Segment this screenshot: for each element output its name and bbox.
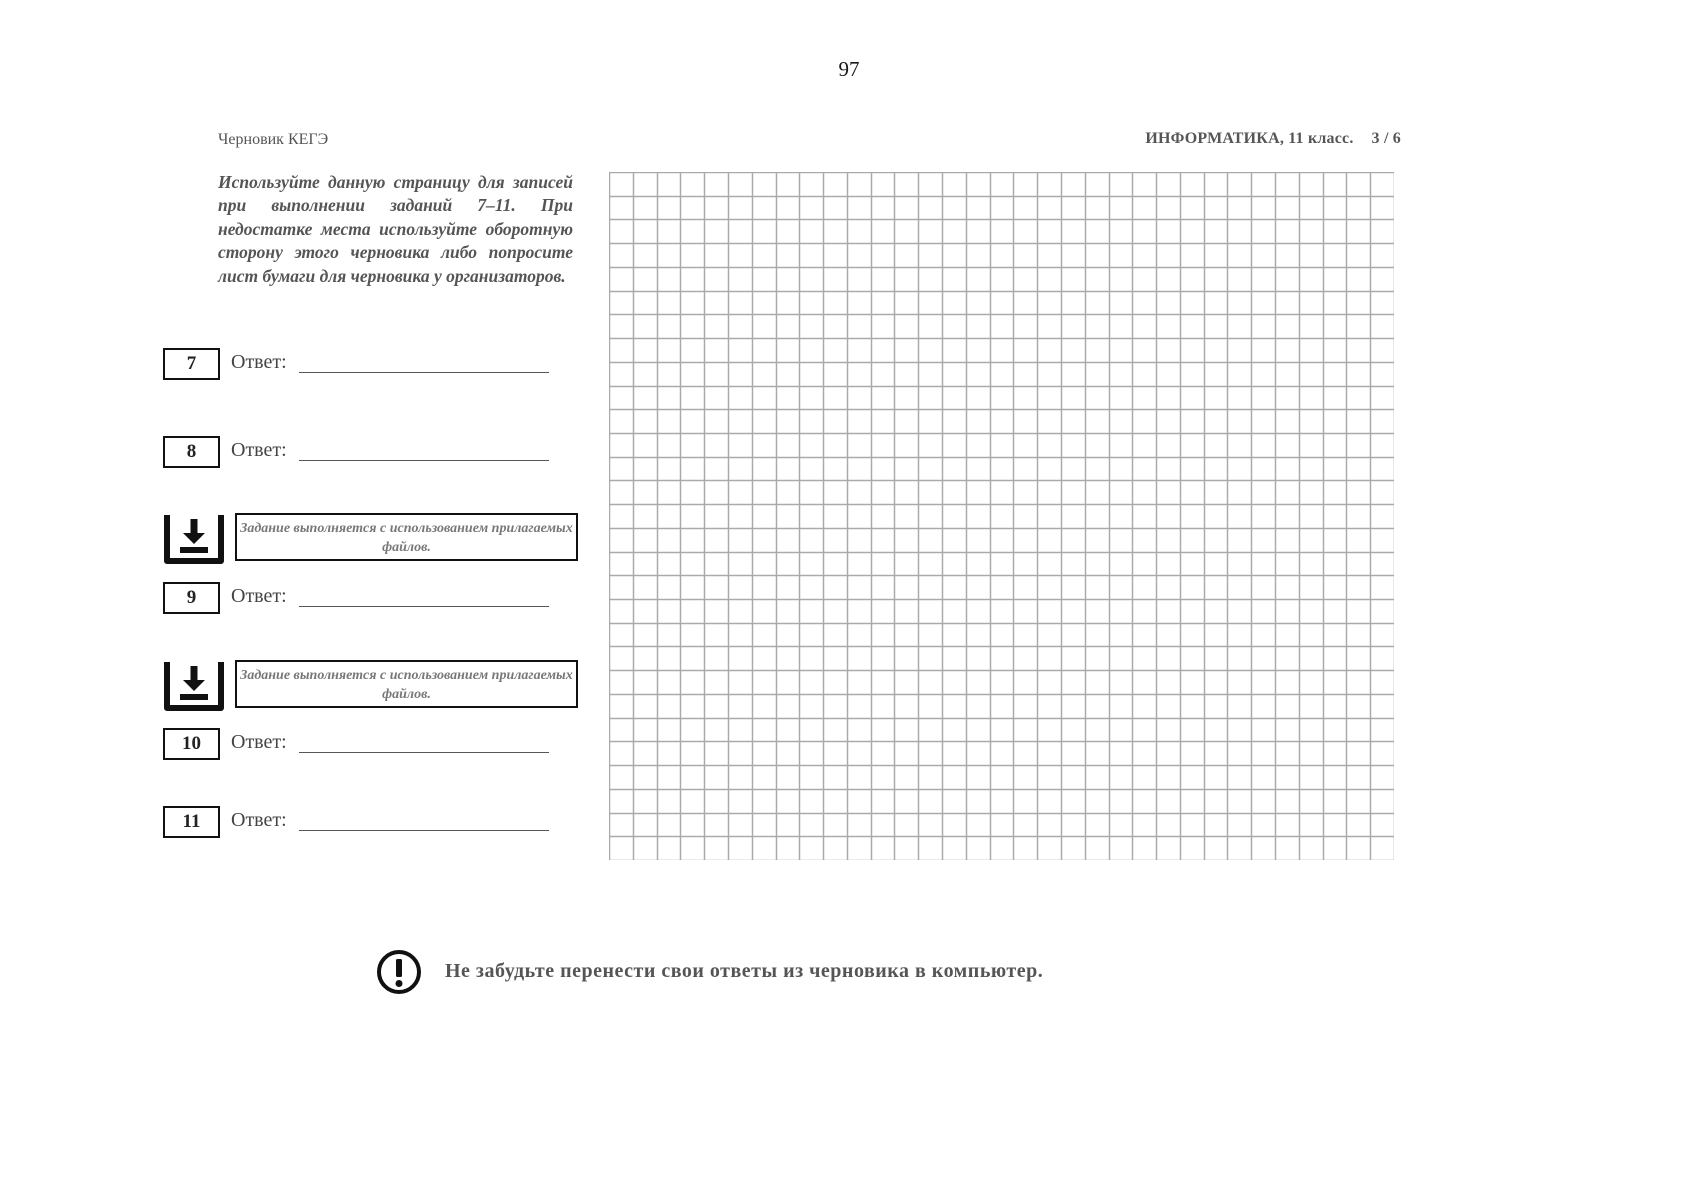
header-draft-title: Черновик КЕГЭ bbox=[218, 131, 329, 148]
task-number-box: 7 bbox=[163, 348, 220, 380]
answer-label: Ответ: bbox=[231, 351, 287, 373]
task-number-box: 9 bbox=[163, 582, 220, 614]
answer-label: Ответ: bbox=[231, 731, 287, 753]
answer-row-9 bbox=[163, 582, 583, 614]
answer-row-7 bbox=[163, 348, 583, 380]
answer-input-line[interactable] bbox=[299, 460, 549, 461]
answer-input-line[interactable] bbox=[299, 752, 549, 753]
reminder-text: Не забудьте перенести свои ответы из черновика в компьютер. bbox=[445, 960, 1044, 982]
answer-label: Ответ: bbox=[231, 809, 287, 831]
header-subject-label: ИНФОРМАТИКА, 11 класс. bbox=[1145, 130, 1354, 147]
answer-label: Ответ: bbox=[231, 439, 287, 461]
answer-row-11 bbox=[163, 806, 583, 838]
task-number-box: 11 bbox=[163, 806, 220, 838]
page-number: 97 bbox=[838, 57, 860, 81]
file-notice-text: Задание выполняется с использованием прилагаемых файлов. bbox=[235, 660, 578, 708]
answer-label: Ответ: bbox=[231, 585, 287, 607]
task-number-box: 8 bbox=[163, 436, 220, 468]
answer-row-8 bbox=[163, 436, 583, 468]
header-subject bbox=[1145, 130, 1401, 148]
answer-input-line[interactable] bbox=[299, 372, 549, 373]
file-notice-10 bbox=[163, 658, 583, 712]
answer-row-10 bbox=[163, 728, 583, 760]
download-icon bbox=[163, 658, 225, 712]
instructions-text: Используйте данную страницу для записей при выполнении заданий 7–11. При недостатке места используйте оборотную сторону этого черновика либо попросите лист бумаги для черновика у организаторов. bbox=[218, 172, 573, 286]
reminder bbox=[375, 948, 1275, 996]
answer-input-line[interactable] bbox=[299, 830, 549, 831]
answer-input-line[interactable] bbox=[299, 606, 549, 607]
header-page-fraction: 3 / 6 bbox=[1371, 130, 1401, 147]
file-notice-9 bbox=[163, 511, 583, 565]
download-icon bbox=[163, 511, 225, 565]
task-number-box: 10 bbox=[163, 728, 220, 760]
file-notice-text: Задание выполняется с использованием прилагаемых файлов. bbox=[235, 513, 578, 561]
exclamation-circle-icon bbox=[375, 948, 423, 996]
draft-grid[interactable] bbox=[609, 172, 1394, 860]
